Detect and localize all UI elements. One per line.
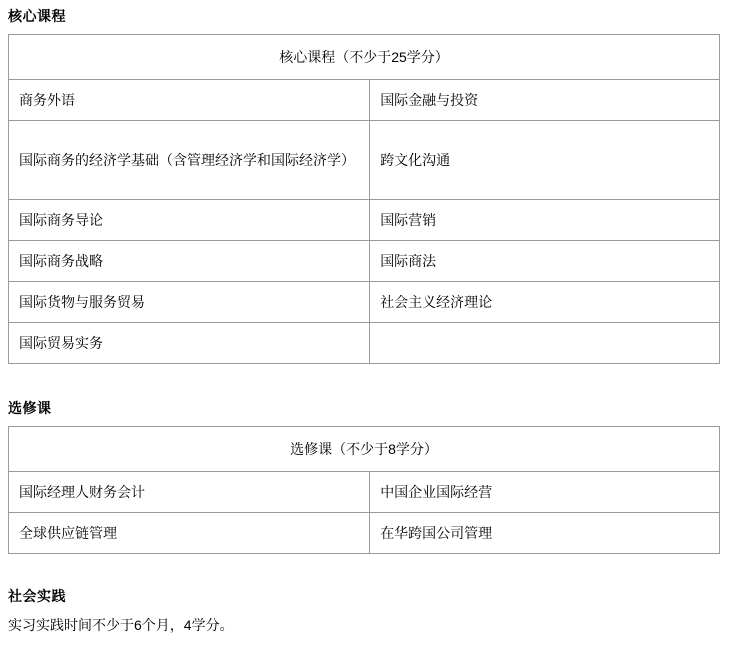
table-row: [9, 513, 720, 554]
course-cell: 国际商务的经济学基础（含管理经济学和国际经济学）: [9, 121, 370, 200]
section-heading-practice: 社会实践: [8, 588, 66, 604]
course-cell: 国际商务战略: [9, 241, 370, 282]
course-cell: 在华跨国公司管理: [370, 513, 720, 554]
table-header-cell: 核心课程（不少于25学分）: [9, 35, 720, 80]
table-header-row: [9, 35, 720, 80]
core-courses-table: [8, 34, 720, 364]
table-row: [9, 80, 720, 121]
section-heading-elective: 选修课: [8, 400, 52, 416]
course-cell: 跨文化沟通: [370, 121, 720, 200]
elective-courses-table: [8, 426, 720, 554]
spacer: [8, 554, 737, 586]
table-header-row: [9, 427, 720, 472]
section-heading-core: 核心课程: [8, 8, 66, 24]
practice-description: 实习实践时间不少于6个月，4学分。: [8, 617, 234, 633]
course-cell: 国际经理人财务会计: [9, 472, 370, 513]
table-header-cell: 选修课（不少于8学分）: [9, 427, 720, 472]
table-row: [9, 121, 720, 200]
course-cell: 国际商法: [370, 241, 720, 282]
table-row: [9, 282, 720, 323]
spacer: [8, 364, 737, 398]
table-row: [9, 200, 720, 241]
course-cell: 商务外语: [9, 80, 370, 121]
table-row: [9, 323, 720, 364]
course-cell: 国际商务导论: [9, 200, 370, 241]
course-cell: 国际货物与服务贸易: [9, 282, 370, 323]
course-cell: 中国企业国际经营: [370, 472, 720, 513]
course-cell: 国际贸易实务: [9, 323, 370, 364]
table-row: [9, 241, 720, 282]
course-cell: 社会主义经济理论: [370, 282, 720, 323]
course-cell: 全球供应链管理: [9, 513, 370, 554]
course-cell: 国际营销: [370, 200, 720, 241]
course-cell: 国际金融与投资: [370, 80, 720, 121]
table-row: [9, 472, 720, 513]
course-cell-empty: [370, 323, 720, 364]
